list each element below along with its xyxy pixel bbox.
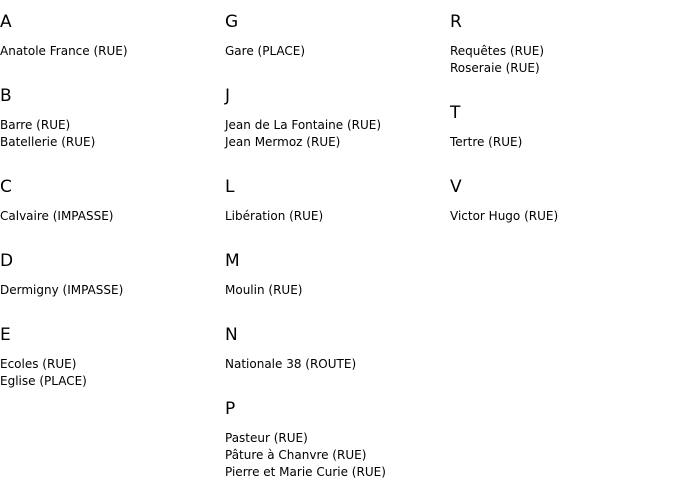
list-item[interactable]: [0, 373, 87, 390]
list-item[interactable]: [225, 117, 381, 134]
list-item[interactable]: [225, 208, 323, 225]
list-item[interactable]: [0, 117, 95, 134]
street-link-calvaire[interactable]: Calvaire (IMPASSE): [0, 209, 114, 223]
letter-heading-j: J: [225, 86, 231, 106]
list-item[interactable]: [225, 356, 356, 373]
street-link-batellerie[interactable]: Batellerie (RUE): [0, 135, 96, 149]
street-link-pature-a-chanvre[interactable]: Pâture à Chanvre (RUE): [225, 448, 367, 462]
list-item[interactable]: [0, 282, 123, 299]
street-link-victor-hugo[interactable]: Victor Hugo (RUE): [450, 209, 559, 223]
street-list-m: [225, 282, 302, 299]
list-item[interactable]: [225, 447, 386, 464]
street-link-dermigny[interactable]: Dermigny (IMPASSE): [0, 283, 124, 297]
street-link-liberation[interactable]: Libération (RUE): [225, 209, 324, 223]
street-link-jean-mermoz[interactable]: Jean Mermoz (RUE): [225, 135, 341, 149]
street-list-g: [225, 43, 305, 60]
letter-heading-n: N: [225, 325, 238, 345]
street-list-c: [0, 208, 113, 225]
street-link-barre[interactable]: Barre (RUE): [0, 118, 71, 132]
street-link-tertre[interactable]: Tertre (RUE): [450, 135, 523, 149]
list-item[interactable]: [225, 134, 381, 151]
list-item[interactable]: [450, 134, 522, 151]
street-link-eglise[interactable]: Eglise (PLACE): [0, 374, 87, 388]
list-item[interactable]: [0, 134, 95, 151]
street-link-anatole-france[interactable]: Anatole France (RUE): [0, 44, 128, 58]
street-list-d: [0, 282, 123, 299]
street-link-pierre-et-marie-curie[interactable]: Pierre et Marie Curie (RUE): [225, 465, 386, 479]
street-list-n: [225, 356, 356, 373]
street-link-jean-de-la-fontaine[interactable]: Jean de La Fontaine (RUE): [225, 118, 382, 132]
list-item[interactable]: [225, 464, 386, 481]
list-item[interactable]: [450, 60, 544, 77]
letter-heading-b: B: [0, 86, 12, 106]
street-list-v: [450, 208, 558, 225]
street-list-a: [0, 43, 128, 60]
letter-heading-d: D: [0, 251, 14, 271]
letter-heading-a: A: [0, 12, 12, 32]
street-link-ecoles[interactable]: Ecoles (RUE): [0, 357, 77, 371]
letter-heading-p: P: [225, 399, 236, 419]
street-list-r: [450, 43, 544, 77]
list-item[interactable]: [450, 43, 544, 60]
letter-heading-c: C: [0, 177, 12, 197]
street-link-moulin[interactable]: Moulin (RUE): [225, 283, 303, 297]
letter-heading-e: E: [0, 325, 11, 345]
street-list-e: [0, 356, 87, 390]
list-item[interactable]: [0, 208, 113, 225]
street-link-requetes[interactable]: Requêtes (RUE): [450, 44, 545, 58]
list-item[interactable]: [225, 282, 302, 299]
list-item[interactable]: [225, 43, 305, 60]
list-item[interactable]: [0, 43, 128, 60]
letter-heading-m: M: [225, 251, 240, 271]
street-list-j: [225, 117, 381, 151]
letter-heading-v: V: [450, 177, 462, 197]
list-item[interactable]: [225, 430, 386, 447]
street-list-l: [225, 208, 323, 225]
street-list-b: [0, 117, 95, 151]
letter-heading-g: G: [225, 12, 239, 32]
street-list-p: [225, 430, 386, 481]
letter-heading-t: T: [450, 103, 461, 123]
street-list-t: [450, 134, 522, 151]
list-item[interactable]: [450, 208, 558, 225]
street-link-nationale-38[interactable]: Nationale 38 (ROUTE): [225, 357, 357, 371]
letter-heading-r: R: [450, 12, 462, 32]
street-link-gare[interactable]: Gare (PLACE): [225, 44, 306, 58]
street-link-pasteur[interactable]: Pasteur (RUE): [225, 431, 308, 445]
street-link-roseraie[interactable]: Roseraie (RUE): [450, 61, 540, 75]
list-item[interactable]: [0, 356, 87, 373]
letter-heading-l: L: [225, 177, 235, 197]
